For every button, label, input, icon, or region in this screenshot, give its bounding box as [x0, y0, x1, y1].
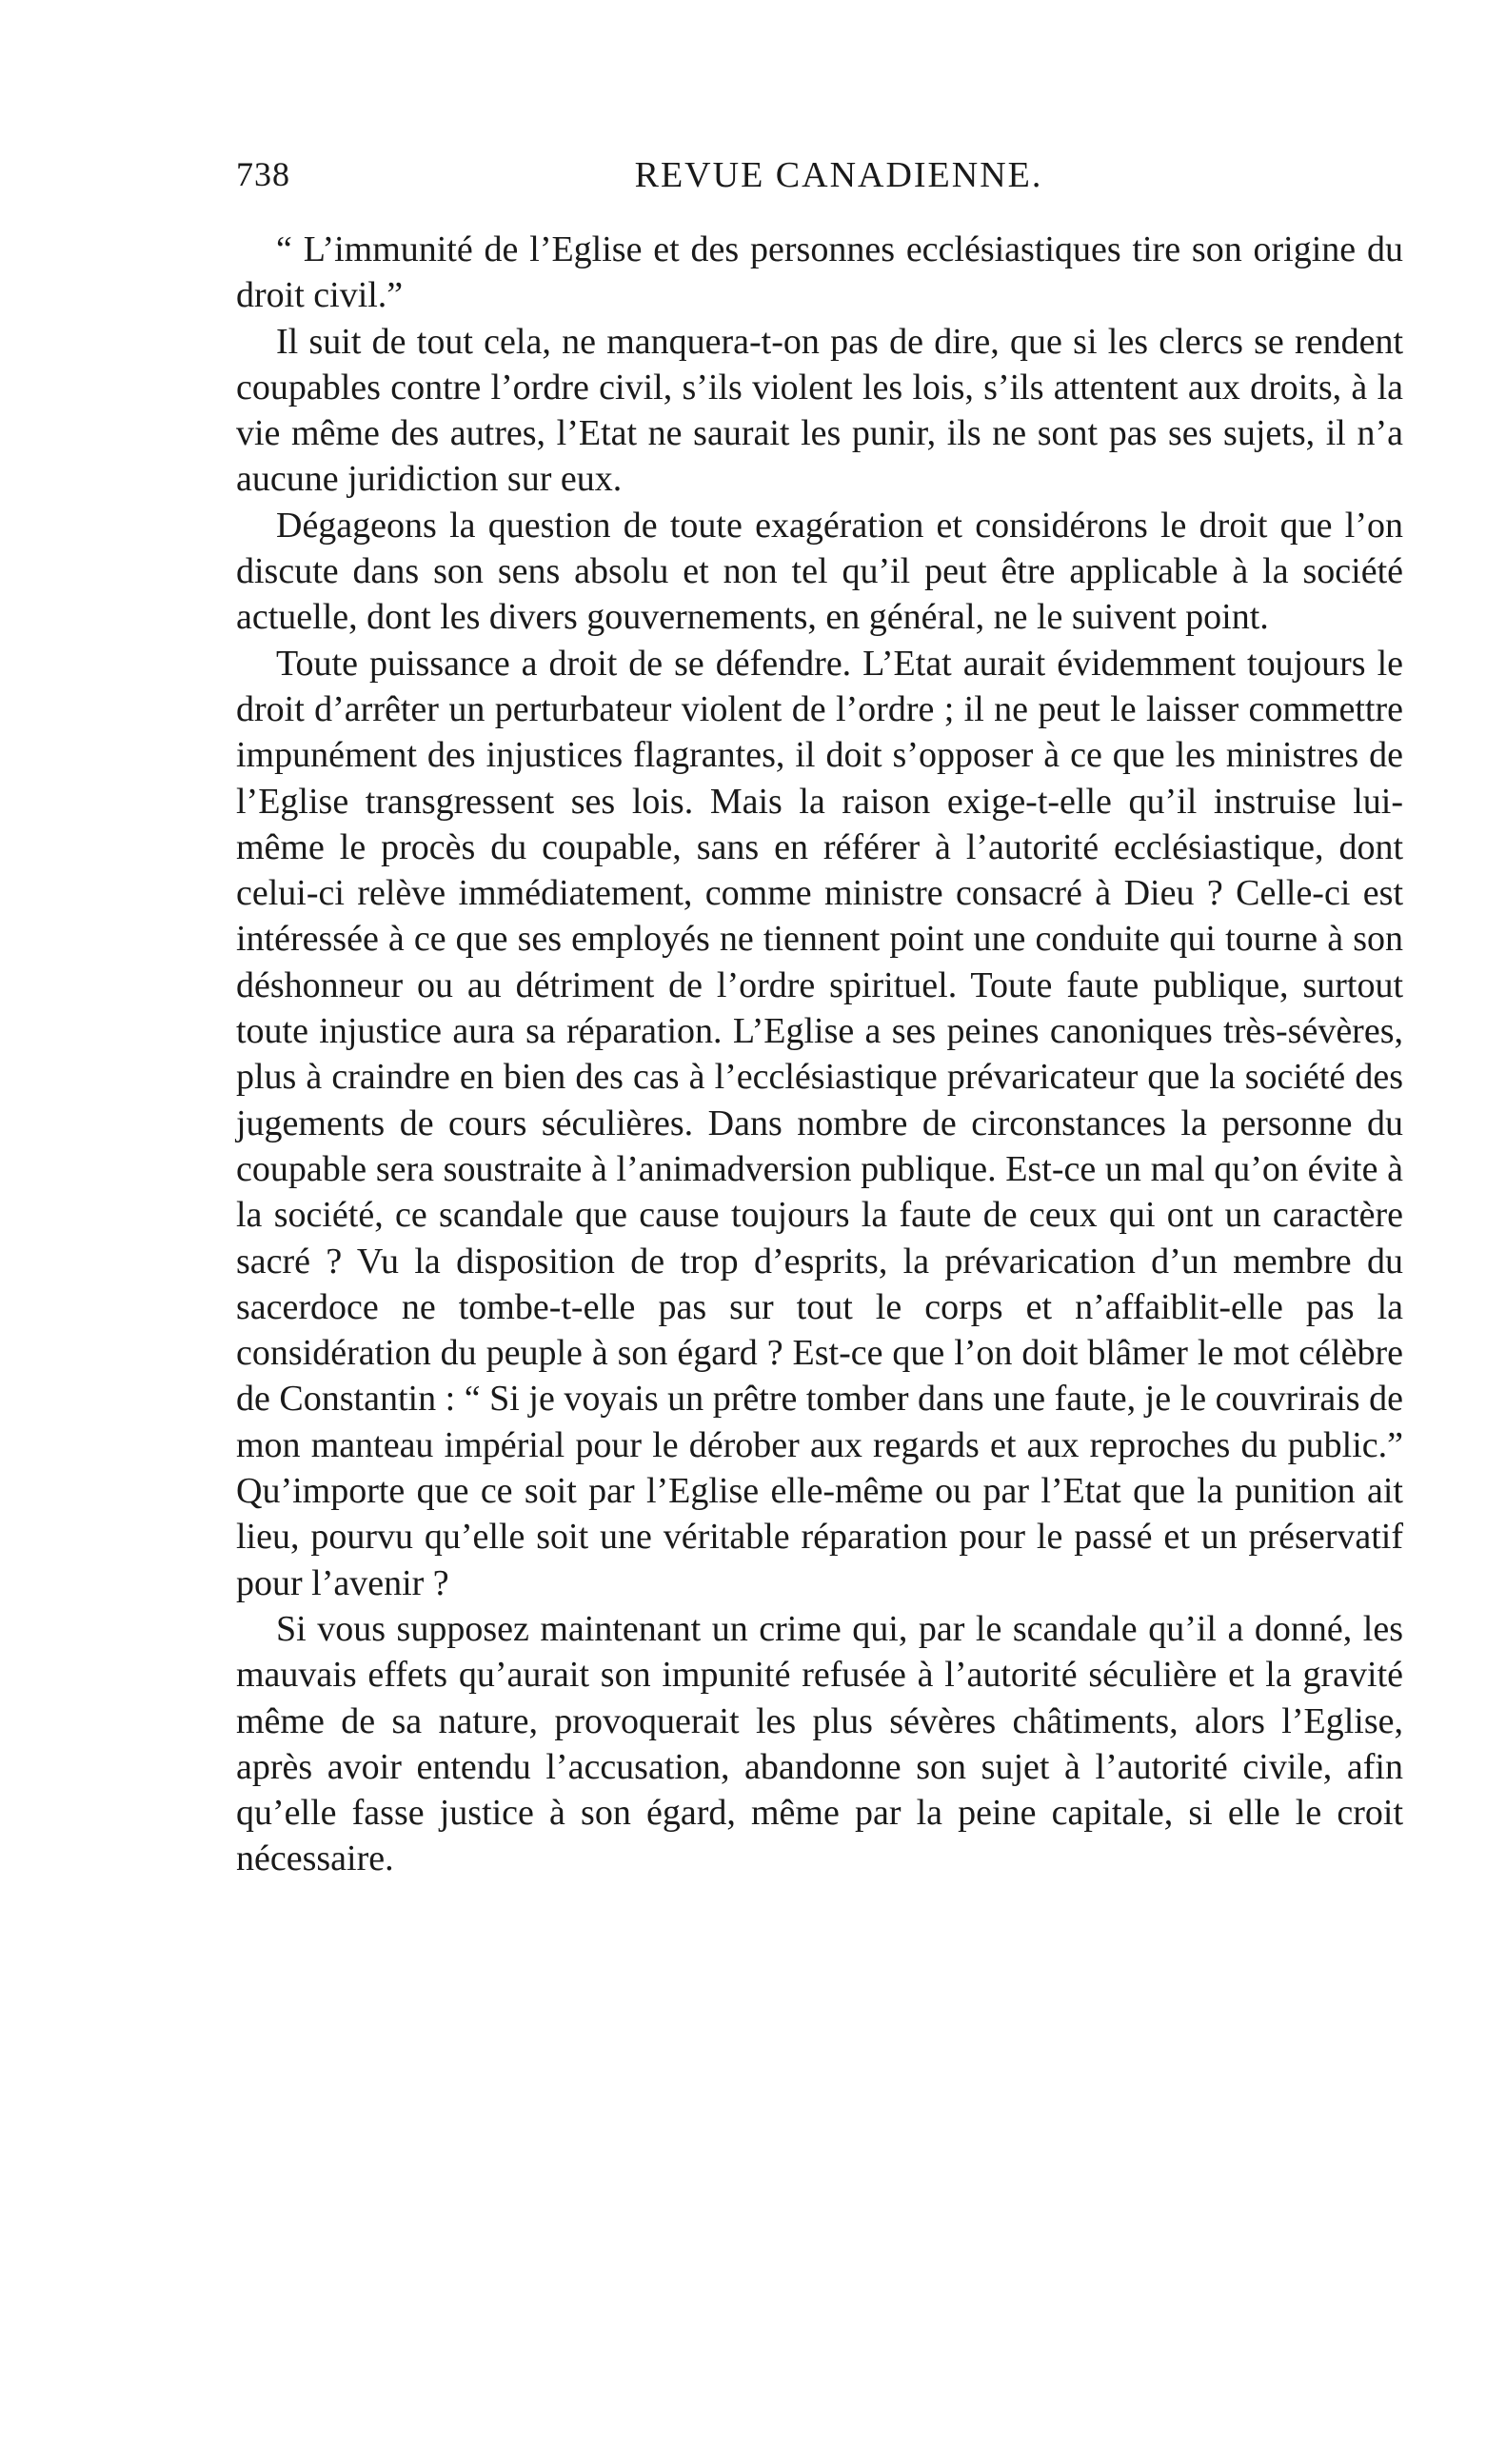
paragraph: Si vous supposez maintenant un crime qui, par le scandale qu’il a donné, les mauvais effets qu’aurait son impunité refusée à l’autorité séculière et la gravité même de sa nature, provoquerait les plus sévères châtiments, alors l’Eglise, après avoir entendu l’accusation, abandonne son sujet à l’autorité civile, afin qu’elle fasse justice à son égard, même par la peine capitale, si elle le croit nécessaire. [236, 1608, 1403, 1879]
page-number: 738 [236, 155, 290, 193]
body-text [236, 227, 1403, 1882]
page-header [236, 154, 1403, 211]
paragraph: Toute puissance a droit de se défendre. L’Etat aurait évidemment toujours le droit d’arrêter un perturbateur violent de l’ordre ; il ne peut le laisser commettre impunément des injustices flagrantes, il doit s’opposer à ce que les ministres de l’Eglise transgressent ses lois. Mais la raison exige-t-elle qu’il instruise lui-même le procès du coupable, sans en référer à l’autorité ecclésiastique, dont celui-ci relève immédiatement, comme ministre consacré à Dieu ? Celle-ci est intéressée à ce que ses employés ne tiennent point une conduite qui tourne à son déshonneur ou au détriment de l’ordre spirituel. Toute faute publique, surtout toute injustice aura sa réparation. L’Eglise a ses peines canoniques très-sévères, plus à craindre en bien des cas à l’ecclésiastique prévaricateur que la société des jugements de cours séculières. Dans nombre de circonstances la personne du coupable sera soustraite à l’animadversion publique. Est-ce un mal qu’on évite à la société, ce scandale que cause toujours la faute de ceux qui ont un caractère sacré ? Vu la disposition de trop d’esprits, la prévarication d’un membre du sacerdoce ne tombe-t-elle pas sur tout le corps et n’affaiblit-elle pas la considération du peuple à son égard ? Est-ce que l’on doit blâmer le mot célèbre de Constantin : “ Si je voyais un prêtre tomber dans une faute, je le couvrirais de mon manteau impérial pour le dérober aux regards et aux reproches du public.” Qu’importe que ce soit par l’Eglise elle-même ou par l’Etat que la punition ait lieu, pourvu qu’elle soit une véritable réparation pour le passé et un préservatif pour l’avenir ? [236, 643, 1403, 1603]
paragraph: Dégageons la question de toute exagération et considérons le droit que l’on discute dans son sens absolu et non tel qu’il peut être applicable à la société actuelle, dont les divers gouvernements, en général, ne le suivent point. [236, 505, 1403, 638]
paragraph-quote: “ L’immunité de l’Eglise et des personnes ecclésiastiques tire son origine du droit civil.” [236, 229, 1403, 316]
paragraph: Il suit de tout cela, ne manquera-t-on pas de dire, que si les clercs se rendent coupables contre l’ordre civil, s’ils violent les lois, s’ils attentent aux droits, à la vie même des autres, l’Etat ne saurait les punir, ils ne sont pas ses sujets, il n’a aucune juridiction sur eux. [236, 321, 1403, 500]
running-title: REVUE CANADIENNE. [634, 155, 1043, 195]
